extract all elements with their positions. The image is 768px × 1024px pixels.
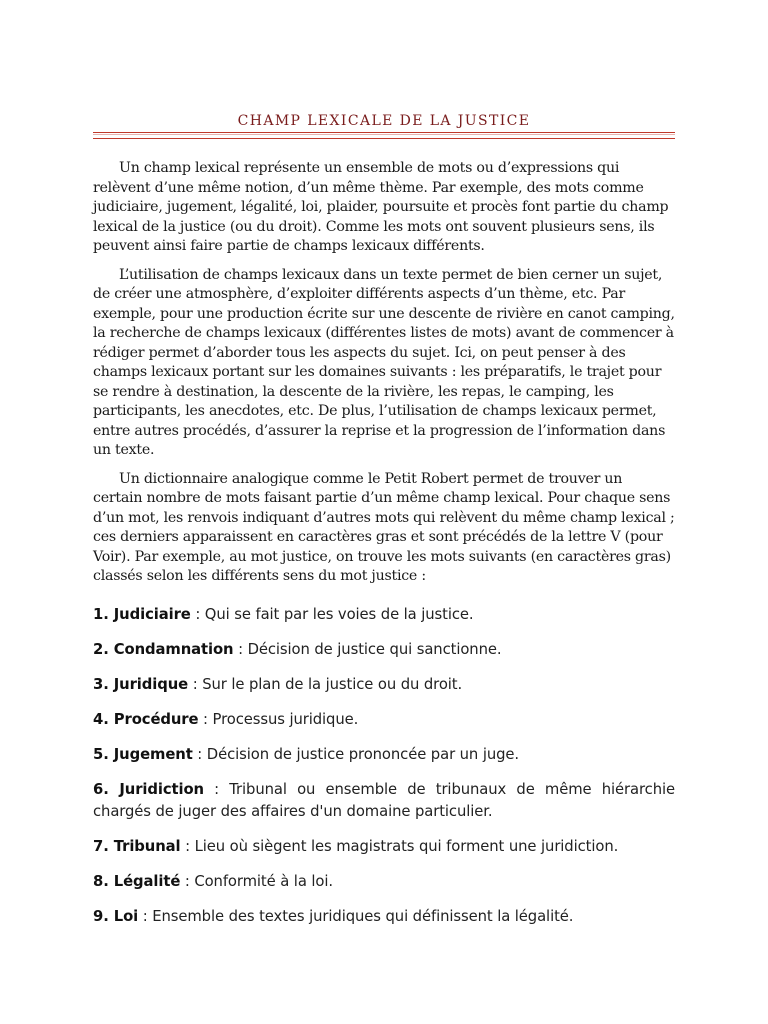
definition-text: : Tribunal ou ensemble de tribunaux de même hiérarchie chargés de juger des affaires d'un domaine particulier.	[93, 780, 675, 820]
definition-term: 2. Condamnation	[93, 640, 234, 658]
definition-item	[93, 744, 675, 766]
paragraph-usage: L’utilisation de champs lexicaux dans un texte permet de bien cerner un sujet, de créer une atmosphère, d’exploiter différents aspects d’un thème, etc. Par exemple, pour une production écrite sur une descente de rivière en canot camping, la recherche de champs lexicaux (différentes listes de mots) avant de commencer à rédiger permet d’aborder tous les aspects du sujet. Ici, on peut penser à des champs lexicaux portant sur les domaines suivants : les préparatifs, le trajet pour se rendre à destination, la descente de la rivière, les repas, le camping, les participants, les anecdotes, etc. De plus, l’utilisation de champs lexicaux permet, entre autres procédés, d’assurer la reprise et la progression de l’information dans un texte.	[93, 266, 675, 458]
definition-text: : Ensemble des textes juridiques qui définissent la légalité.	[138, 907, 574, 925]
definition-term: 3. Juridique	[93, 675, 189, 693]
definition-text: : Conformité à la loi.	[180, 872, 333, 890]
definition-item	[93, 779, 675, 823]
definition-text: : Processus juridique.	[198, 710, 359, 728]
definition-item	[93, 604, 675, 626]
definition-term: 9. Loi	[93, 907, 139, 925]
definition-term: 4. Procédure	[93, 710, 199, 728]
definition-term: 5. Jugement	[93, 745, 193, 763]
definition-text: : Sur le plan de la justice ou du droit.	[188, 675, 463, 693]
definition-item	[93, 639, 675, 661]
document-page	[93, 0, 675, 941]
paragraph-dictionary: Un dictionnaire analogique comme le Petit Robert permet de trouver un certain nombre de mots faisant partie d’un même champ lexical. Pour chaque sens d’un mot, les renvois indiquant d’autres mots qui relèvent du même champ lexical ; ces derniers apparaissent en caractères gras et sont précédés de la lettre V (pour Voir). Par exemple, au mot justice, on trouve les mots suivants (en caractères gras) classés selon les différents sens du mot justice :	[93, 470, 675, 584]
title-divider	[93, 132, 675, 139]
definition-term: 8. Légalité	[93, 872, 181, 890]
definition-item	[93, 836, 675, 858]
definition-term: 1. Judiciaire	[93, 605, 191, 623]
definition-text: : Décision de justice prononcée par un juge.	[192, 745, 520, 763]
definition-item	[93, 906, 675, 928]
document-title: CHAMP LEXICALE DE LA JUSTICE	[237, 113, 531, 129]
definition-text: : Décision de justice qui sanctionne.	[233, 640, 502, 658]
definition-item	[93, 871, 675, 893]
definition-item	[93, 709, 675, 731]
definition-list	[93, 604, 675, 928]
definition-term: 6. Juridiction	[93, 780, 204, 798]
definition-text: : Qui se fait par les voies de la justice.	[190, 605, 474, 623]
definition-text: : Lieu où siègent les magistrats qui forment une juridiction.	[180, 837, 619, 855]
paragraph-intro: Un champ lexical représente un ensemble de mots ou d’expressions qui relèvent d’une même notion, d’un même thème. Par exemple, des mots comme judiciaire, jugement, légalité, loi, plaider, poursuite et procès font partie du champ lexical de la justice (ou du droit). Comme les mots ont souvent plusieurs sens, ils peuvent ainsi faire partie de champs lexicaux différents.	[93, 160, 669, 254]
definition-term: 7. Tribunal	[93, 837, 181, 855]
definition-item	[93, 674, 675, 696]
